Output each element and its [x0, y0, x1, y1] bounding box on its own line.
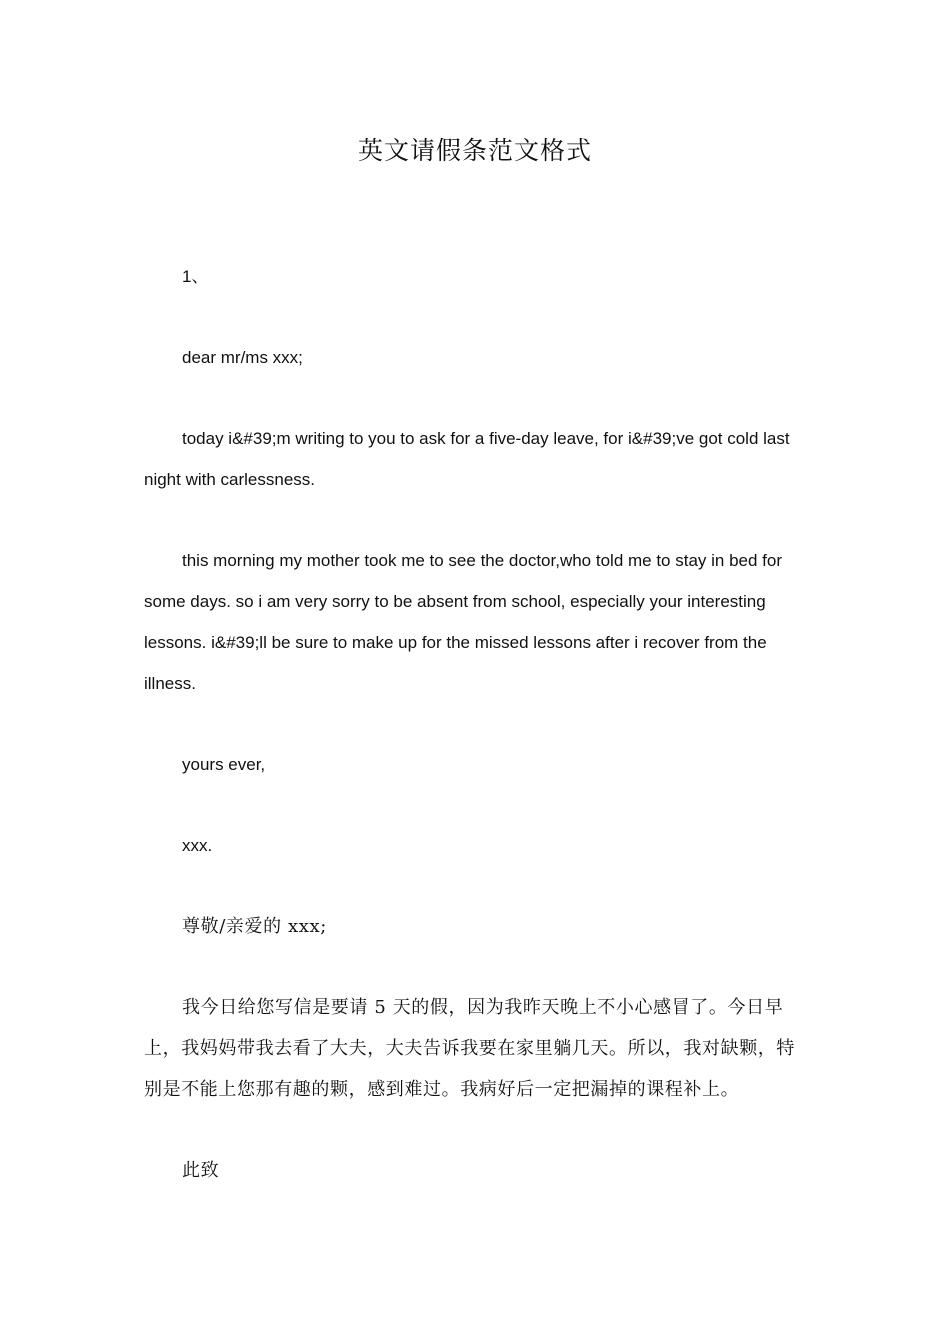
- paragraph-salutation-cn: 尊敬/亲爱的 xxx;: [182, 916, 327, 937]
- paragraph-body-cn: 我今日给您写信是要请 5 天的假，因为我昨天晚上不小心感冒了。今日早上，我妈妈带我去看了大夫，大夫告诉我要在家里躺几天。所以，我对缺颗，特别是不能上您那有趣的颗，感到难过。我病好后一定把漏掉的课程补上。: [144, 997, 795, 1100]
- paragraph-number: 1、: [182, 267, 209, 286]
- paragraph-signature-en: xxx.: [182, 836, 213, 855]
- document-title: 英文请假条范文格式: [357, 136, 592, 165]
- paragraph-body-en-1: today i&#39;m writing to you to ask for a five-day leave, for i&#39;ve got cold last night with carlessness.: [144, 429, 790, 489]
- paragraph-closing-cn: 此致: [182, 1160, 220, 1181]
- paragraph-salutation-en: dear mr/ms xxx;: [182, 348, 303, 367]
- paragraph-closing-en: yours ever,: [182, 755, 266, 774]
- paragraph-body-en-2: this morning my mother took me to see the doctor,who told me to stay in bed for some days. so i am very sorry to be absent from school, especially your interesting lessons. i&#39;ll be sure to make up for the missed lessons after i recover from the illness.: [144, 551, 783, 693]
